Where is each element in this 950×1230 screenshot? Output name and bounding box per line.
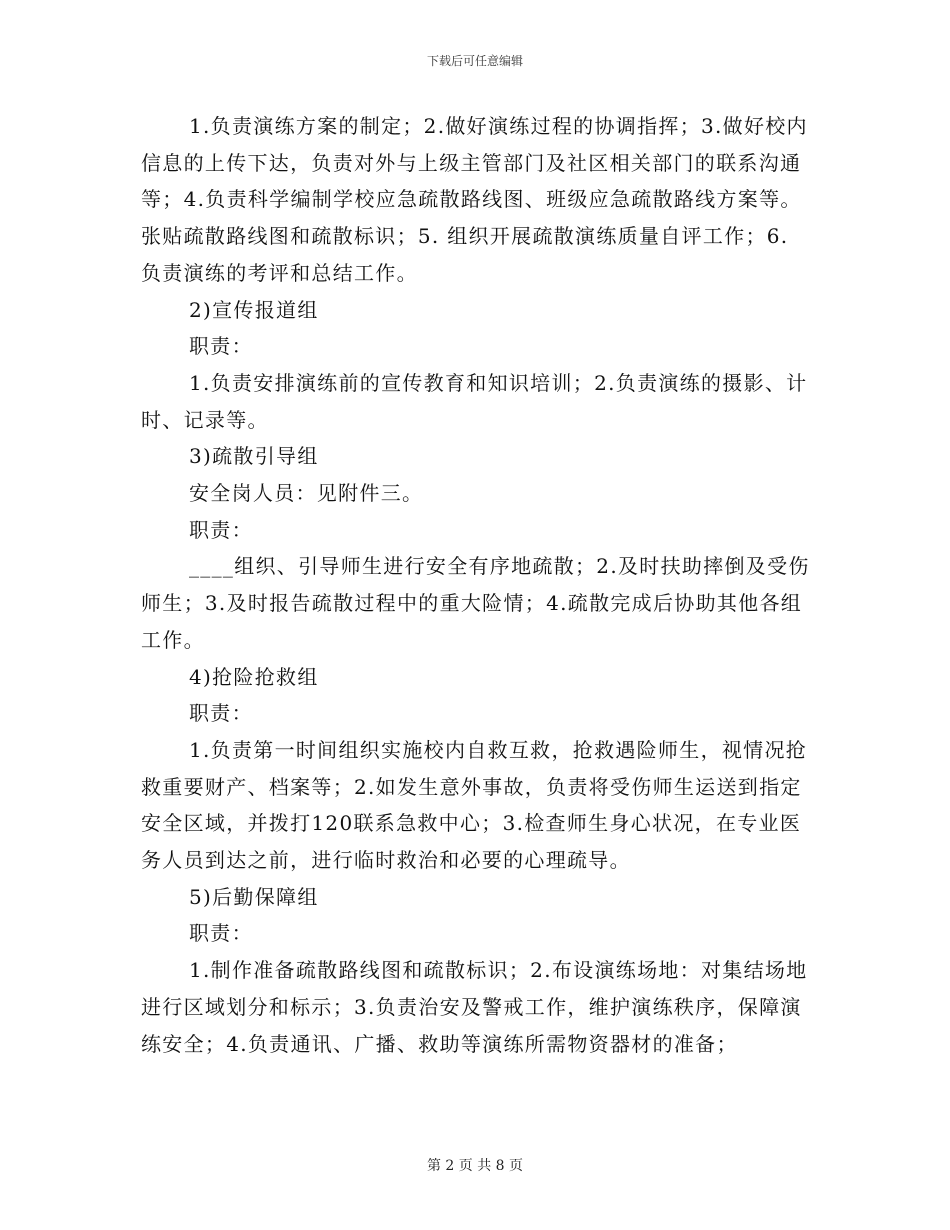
paragraph-logistics-duties: 1.制作准备疏散路线图和疏散标识；2.布设演练场地：对集结场地进行区域划分和标示；3.负责治安及警戒工作，维护演练秩序，保障演练安全；4.负责通讯、广播、救助等演练所需物资器材的准备； xyxy=(141,958,808,1056)
heading-rescue-group: 4)抢险抢救组 xyxy=(189,664,319,689)
paragraph-publicity-duties: 1.负责安排演练前的宣传教育和知识培训；2.负责演练的摄影、计时、记录等。 xyxy=(141,370,808,432)
label-duties: 职责： xyxy=(189,701,253,726)
heading-publicity-group: 2)宣传报道组 xyxy=(189,297,319,322)
paragraph-safety-staff: 安全岗人员：见附件三。 xyxy=(189,481,424,506)
document-body xyxy=(141,108,813,1062)
page-header-note: 下载后可任意编辑 xyxy=(426,54,523,68)
paragraph-rescue-duties: 1.负责第一时间组织实施校内自救互救，抢救遇险师生，视情况抢救重要财产、档案等；2.如发生意外事故，负责将受伤师生运送到指定安全区域，并拨打120联系急救中心；3.检查师生身心状况，在专业医务人员到达之前，进行临时救治和必要的心理疏导。 xyxy=(141,737,808,873)
label-duties: 职责： xyxy=(189,517,253,542)
heading-evacuation-group: 3)疏散引导组 xyxy=(189,444,319,469)
heading-logistics-group: 5)后勤保障组 xyxy=(189,884,319,909)
label-duties: 职责： xyxy=(189,921,253,946)
paragraph-command-duties: 1.负责演练方案的制定；2.做好演练过程的协调指挥；3.做好校内信息的上传下达，负责对外与上级主管部门及社区相关部门的联系沟通等；4.负责科学编制学校应急疏散路线图、班级应急疏散路线方案等。张贴疏散路线图和疏散标识；5. 组织开展疏散演练质量自评工作；6. 负责演练的考评和总结工作。 xyxy=(141,114,808,285)
paragraph-evacuation-duties: ____组织、引导师生进行安全有序地疏散；2.及时扶助摔倒及受伤师生；3.及时报告疏散过程中的重大险情；4.疏散完成后协助其他各组工作。 xyxy=(141,554,810,652)
page-number-footer: 第 2 页 共 8 页 xyxy=(426,1158,524,1174)
label-duties: 职责： xyxy=(189,334,253,359)
